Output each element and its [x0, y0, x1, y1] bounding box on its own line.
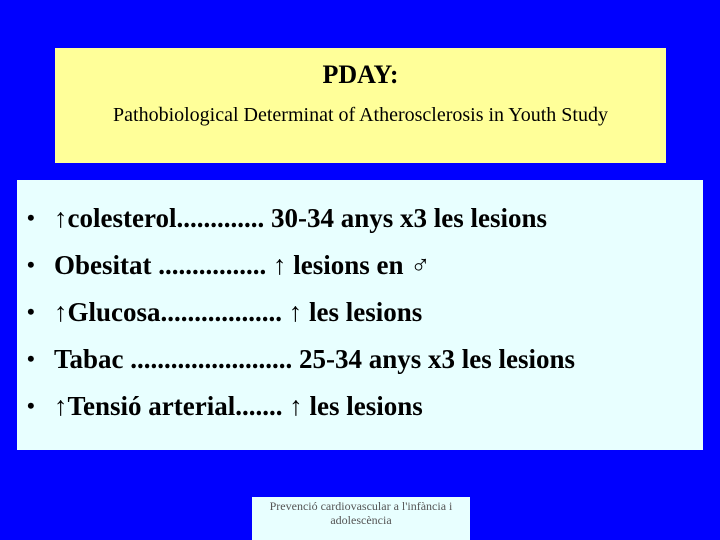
- slide-title: PDAY:: [322, 60, 399, 89]
- bullet-mark: •: [27, 299, 35, 324]
- bullet-item-tabac: [17, 339, 703, 386]
- bullet-item-colesterol: [17, 198, 703, 245]
- slide-subtitle: Pathobiological Determinat of Atherosclerosis in Youth Study: [113, 104, 608, 126]
- bullet-list: [17, 198, 703, 433]
- bullet-text-tensio: ↑Tensió arterial....... ↑ les lesions: [54, 391, 423, 421]
- bullet-mark: •: [27, 205, 35, 230]
- bullet-item-obesitat: [17, 245, 703, 292]
- bullet-text-glucosa: ↑Glucosa.................. ↑ les lesions: [54, 297, 423, 327]
- bullet-text-tabac: Tabac ........................ 25-34 anys x3 les lesions: [54, 344, 576, 374]
- bullet-item-tensio: [17, 386, 703, 433]
- bullet-text-obesitat: Obesitat ................ ↑ lesions en ♂: [54, 250, 431, 280]
- content-box: [17, 180, 703, 450]
- title-box: [55, 48, 666, 163]
- bullet-text-colesterol: ↑colesterol............. 30-34 anys x3 les lesions: [54, 203, 547, 233]
- slide-footer: Prevenció cardiovascular a l'infància i adolescència: [252, 497, 470, 540]
- bullet-mark: •: [27, 346, 35, 371]
- bullet-mark: •: [27, 252, 35, 277]
- bullet-mark: •: [27, 393, 35, 418]
- bullet-item-glucosa: [17, 292, 703, 339]
